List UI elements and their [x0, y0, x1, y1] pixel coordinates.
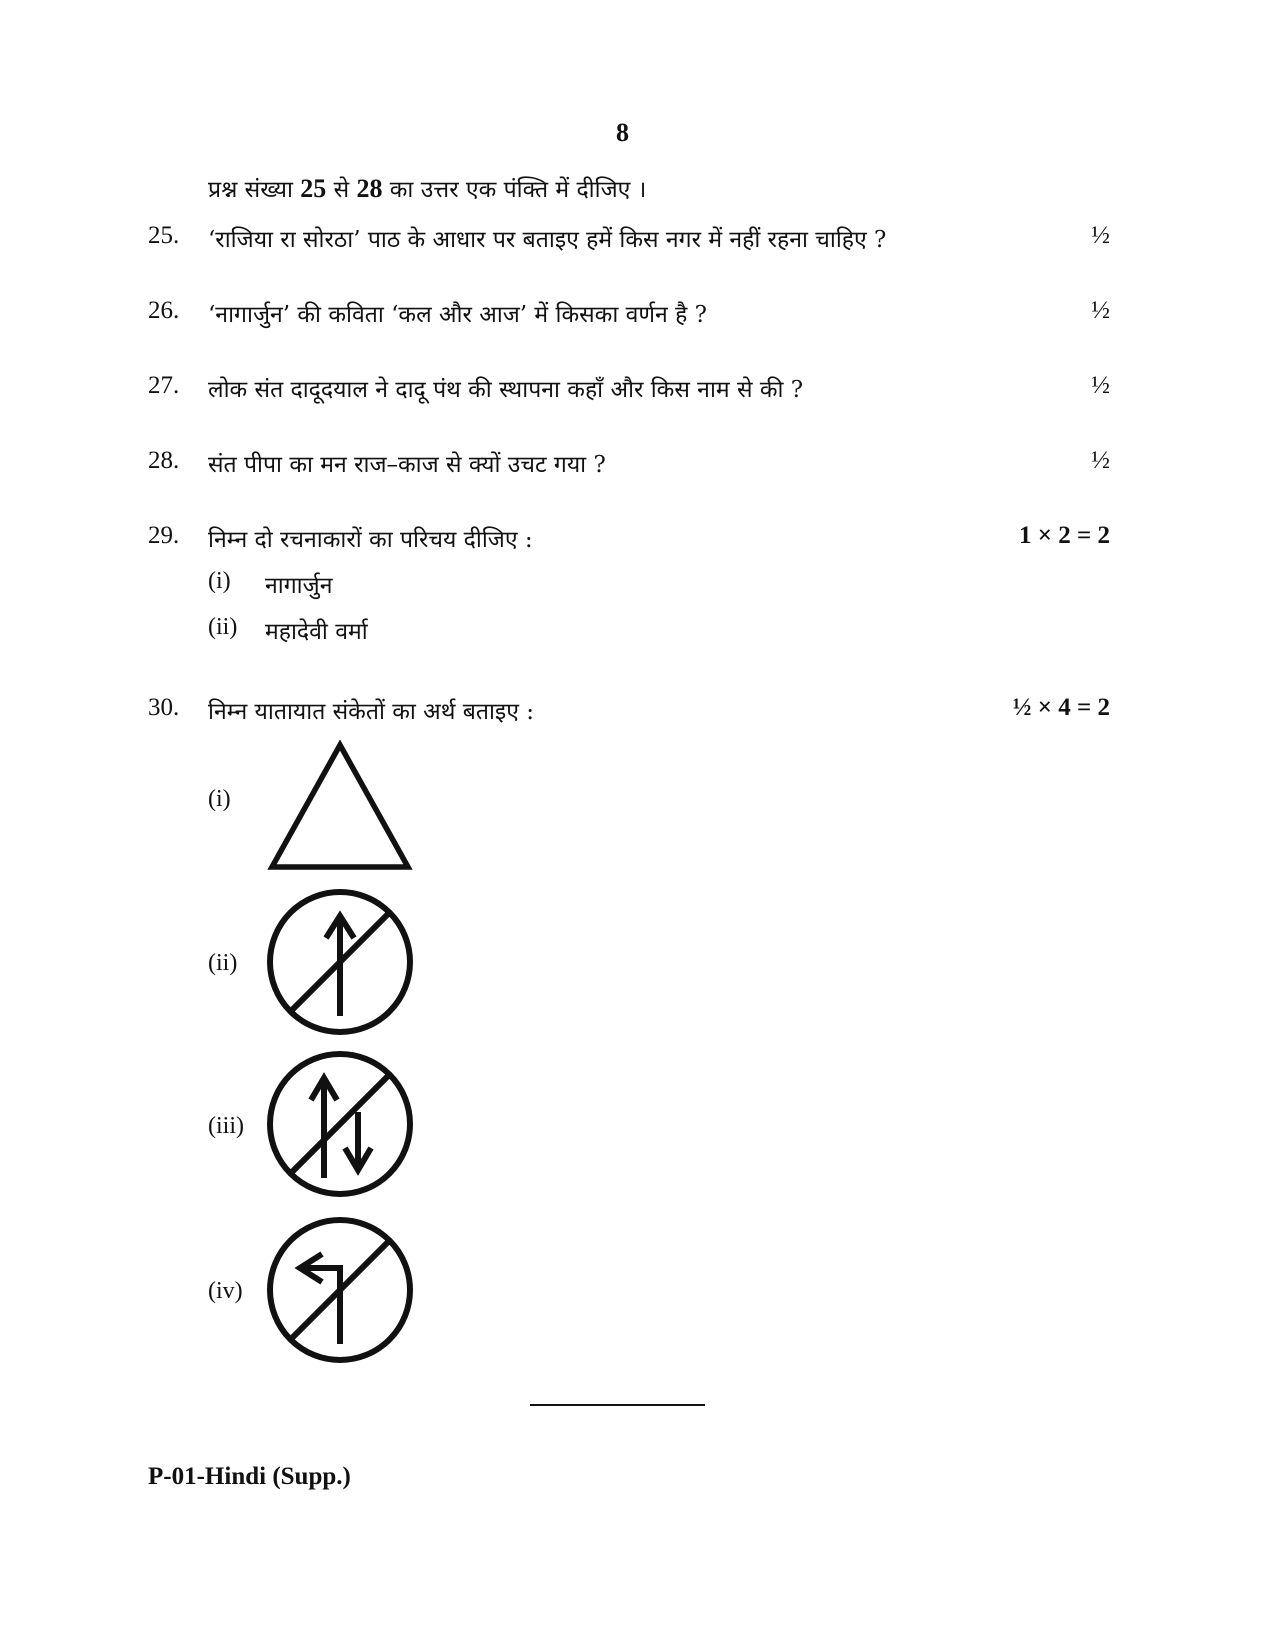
no-straight-ahead-sign-icon	[266, 888, 414, 1036]
sign-label: (iv)	[208, 1278, 243, 1304]
instruction-prefix: प्रश्न संख्या	[208, 177, 301, 203]
instruction-middle: से	[326, 177, 357, 203]
question-text: लोक संत दादूदयाल ने दादू पंथ की स्थापना कहाँ और किस नाम से की ?	[208, 377, 804, 403]
question-text: ‘नागार्जुन’ की कविता ‘कल और आज’ में किसका वर्णन है ?	[208, 302, 707, 328]
sub-question-label: (ii)	[208, 614, 238, 640]
end-divider	[530, 1404, 705, 1406]
sign-label: (iii)	[208, 1113, 244, 1139]
instruction-from: 25	[300, 174, 327, 203]
page-number: 8	[616, 118, 629, 147]
question-text: संत पीपा का मन राज–काज से क्यों उचट गया ?	[208, 452, 606, 478]
question-text: निम्न यातायात संकेतों का अर्थ बताइए :	[208, 699, 535, 725]
instruction-line	[208, 172, 646, 204]
question-marks: 1 × 2 = 2	[1019, 522, 1110, 549]
sub-question-label: (i)	[208, 568, 231, 594]
question-text: निम्न दो रचनाकारों का परिचय दीजिए :	[208, 527, 533, 553]
instruction-to: 28	[356, 174, 383, 203]
question-number: 30.	[148, 694, 180, 721]
question-number: 29.	[148, 522, 180, 549]
question-marks: ½ × 4 = 2	[1012, 694, 1110, 721]
question-marks: ½	[1091, 297, 1110, 324]
no-two-way-traffic-sign-icon	[266, 1050, 414, 1198]
sub-question-text: नागार्जुन	[265, 573, 333, 599]
question-number: 26.	[148, 297, 180, 324]
question-marks: ½	[1091, 372, 1110, 399]
sub-question-text: महादेवी वर्मा	[265, 619, 368, 645]
triangle-sign-icon	[266, 740, 414, 872]
sign-label: (ii)	[208, 950, 238, 976]
sign-label: (i)	[208, 786, 231, 812]
question-marks: ½	[1091, 222, 1110, 249]
instruction-suffix: का उत्तर एक पंक्ति में दीजिए ।	[382, 177, 647, 203]
no-left-turn-sign-icon	[266, 1216, 414, 1364]
question-number: 27.	[148, 372, 180, 399]
question-marks: ½	[1091, 447, 1110, 474]
question-number: 25.	[148, 222, 180, 249]
question-number: 28.	[148, 447, 180, 474]
paper-code: P-01-Hindi (Supp.)	[148, 1463, 351, 1490]
question-text: ‘राजिया रा सोरठा’ पाठ के आधार पर बताइए हमें किस नगर में नहीं रहना चाहिए ?	[208, 227, 887, 253]
